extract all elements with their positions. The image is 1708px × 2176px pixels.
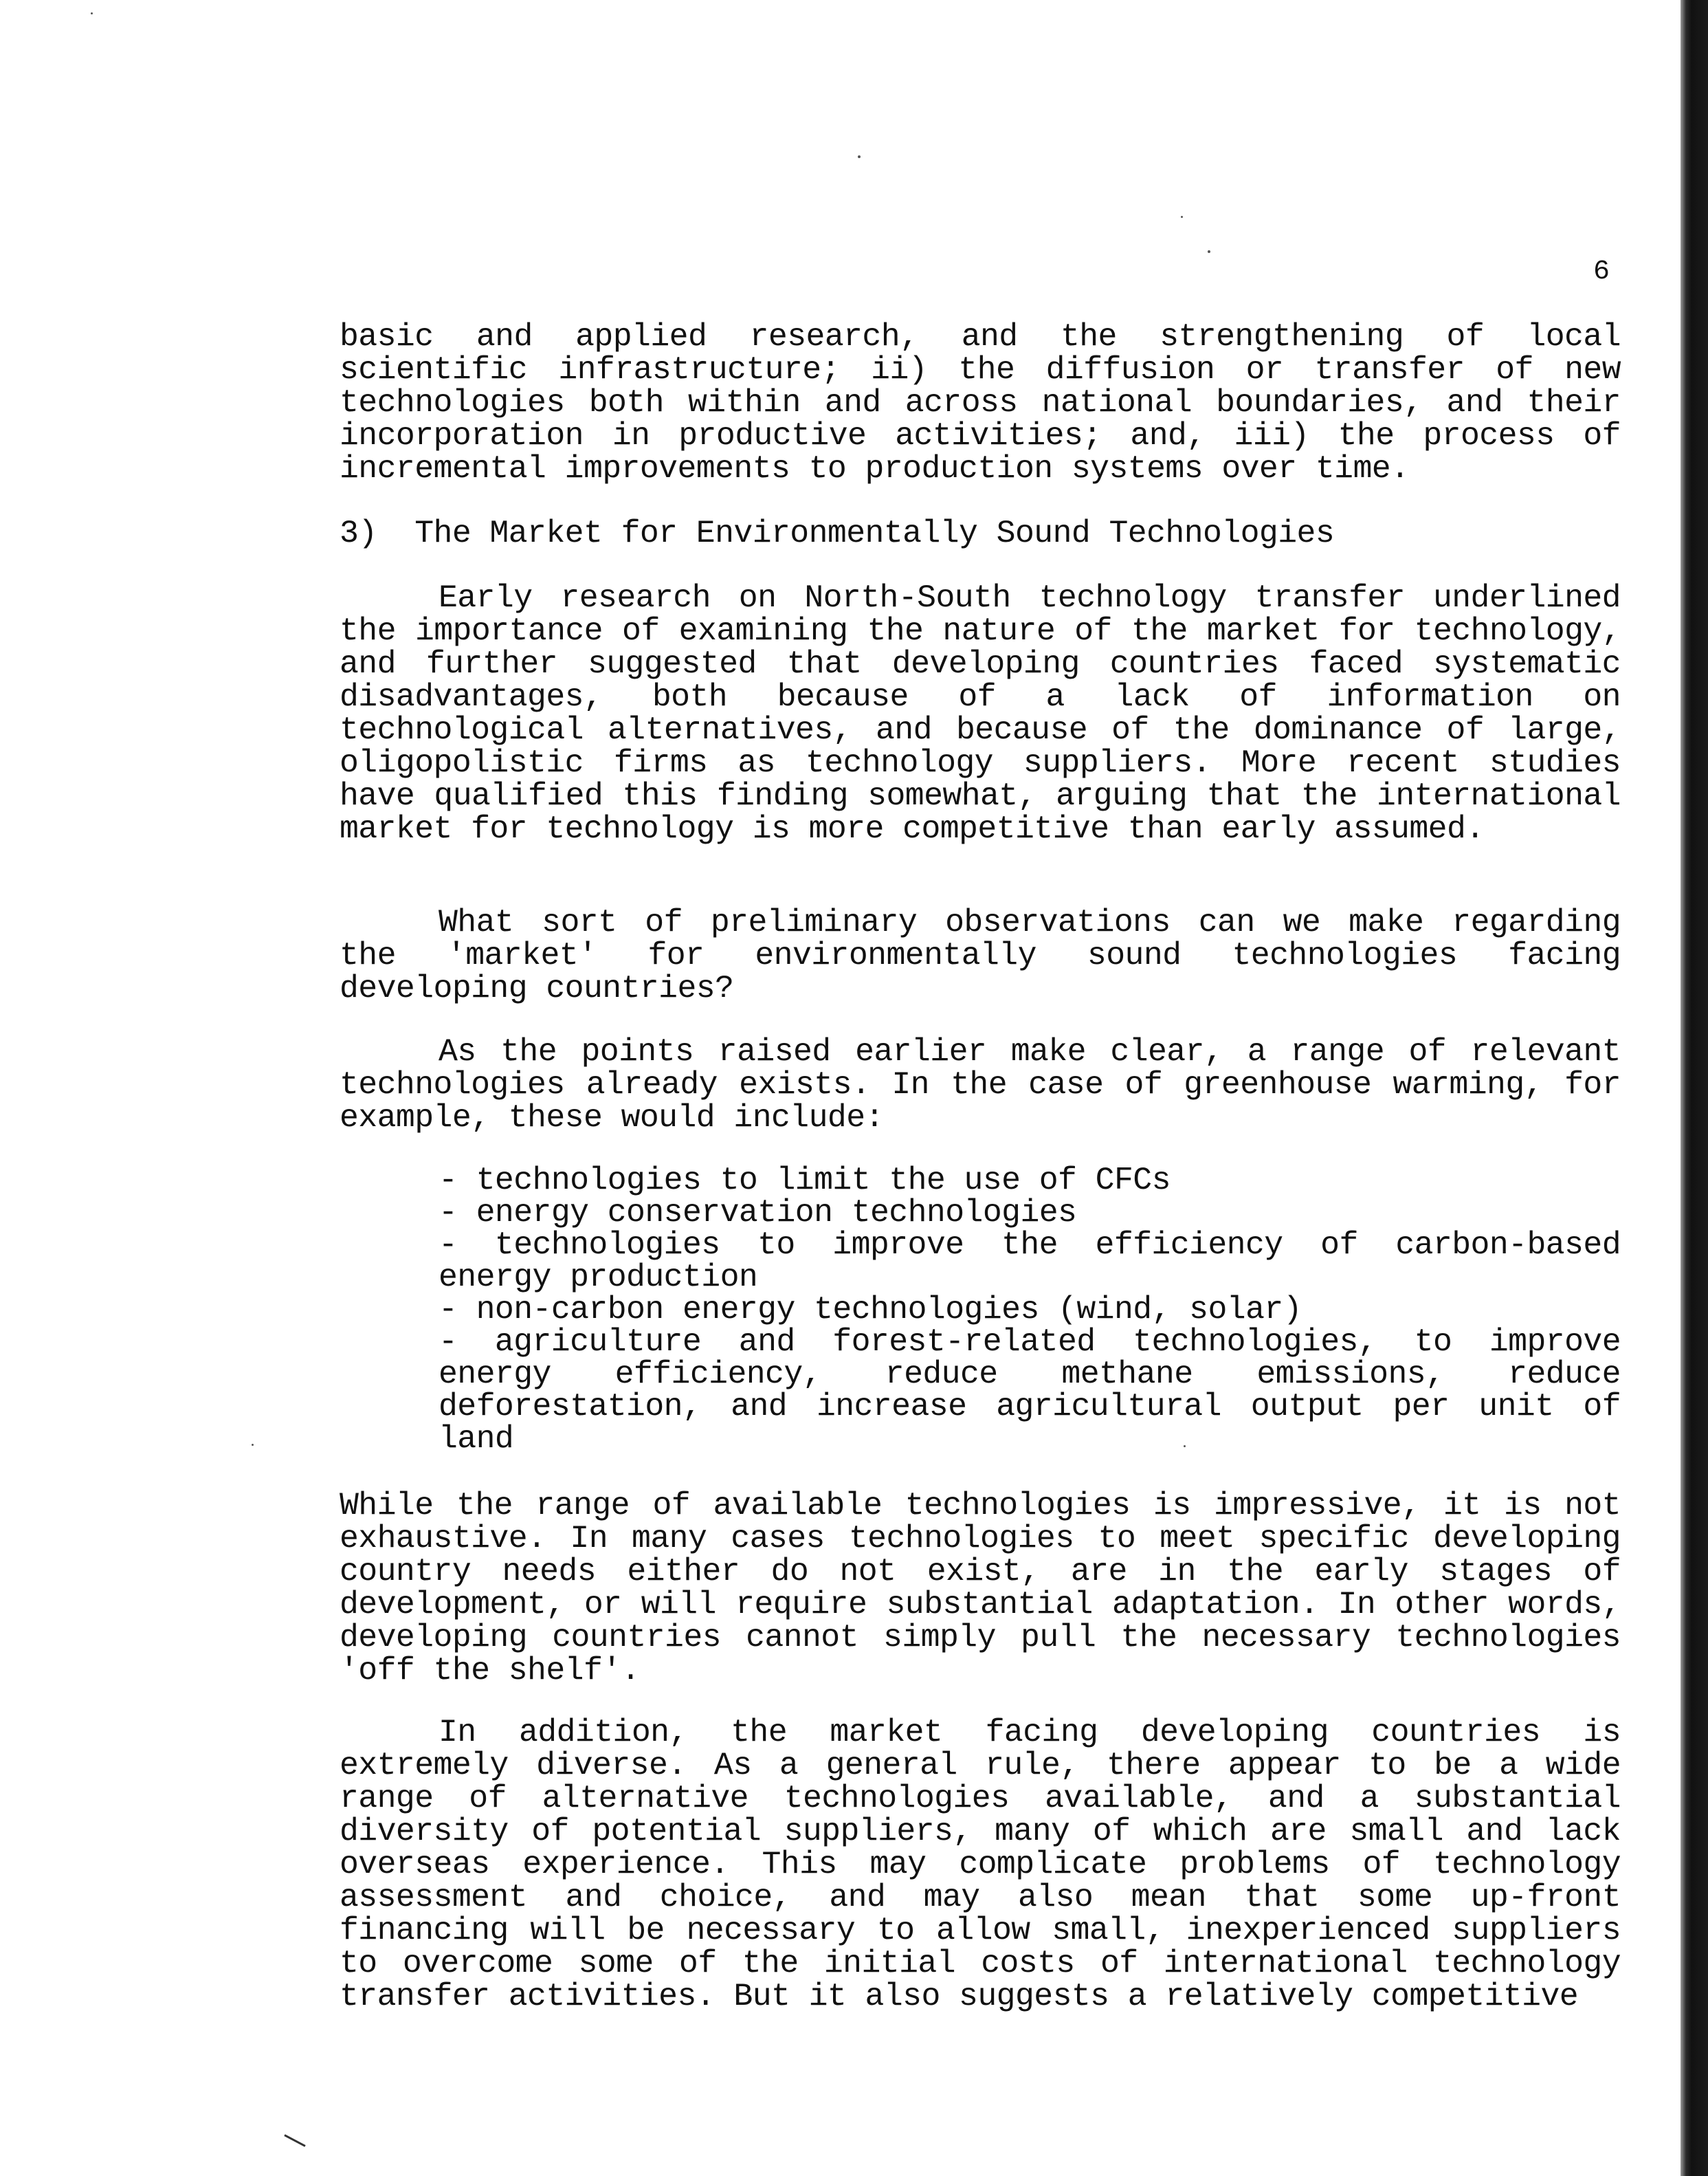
- list-item: - agriculture and forest-related technologies, to improve energy efficiency, reduce methane emissions, reduce deforestation, and increase agricultural output per unit of land: [439, 1323, 1621, 1457]
- scan-speck: [252, 1444, 254, 1446]
- scan-speck: [91, 12, 93, 14]
- scan-edge-shadow: [1681, 0, 1708, 2176]
- list-item: - technologies to improve the efficiency of carbon-based energy production: [439, 1227, 1621, 1295]
- paragraph-preliminary-observations: What sort of preliminary observations can we make regarding the 'market' for environmentally sound technologies facing developing countries?: [340, 904, 1621, 1007]
- paragraph-market-diverse: In addition, the market facing developing countries is extremely diverse. As a general rule, there appear to be a wide range of alternative technologies available, and a substantial diversity of potential suppliers, many of which are small and lack overseas experience. This may complicate problems of technology assessment and choice, and may also mean that some up-front financing will be necessary to allow small, inexperienced suppliers to overcome some of the initial costs of international technology transfer activities. But it also suggests a relatively competitive: [340, 1714, 1621, 2014]
- page-number: 6: [1593, 256, 1610, 287]
- paragraph-relevant-technologies: As the points raised earlier make clear, a range of relevant technologies already exists. In the case of greenhouse warming, for example, these would include:: [340, 1033, 1621, 1136]
- scan-speck: [858, 155, 861, 158]
- paragraph-research-continuation: basic and applied research, and the strengthening of local scientific infrastructure; ii) the diffusion or transfer of new technologies both within and across national boundaries, and their incorporation in productive activities; and, iii) the process of incremental improvements to production systems over time.: [340, 318, 1621, 487]
- list-item: - energy conservation technologies: [439, 1194, 1077, 1231]
- section-heading: 3) The Market for Environmentally Sound Technologies: [340, 515, 1335, 551]
- paragraph-range-not-exhaustive: While the range of available technologies is impressive, it is not exhaustive. In many cases technologies to meet specific developing country needs either do not exist, are in the early stages of development, or will require substantial adaptation. In other words, developing countries cannot simply pull the necessary technologies 'off the shelf'.: [340, 1487, 1621, 1689]
- scan-speck: [1181, 216, 1183, 218]
- scan-mark: [284, 2134, 305, 2147]
- list-item: - non-carbon energy technologies (wind, solar): [439, 1291, 1302, 1328]
- paragraph-early-research: Early research on North-South technology transfer underlined the importance of examining the nature of the market for technology, and further suggested that developing countries faced systematic disadvantages, both because of a lack of information on technological alternatives, and because of the dominance of large, oligopolistic firms as technology suppliers. More recent studies have qualified this finding somewhat, arguing that the international market for technology is more competitive than early assumed.: [340, 580, 1621, 847]
- list-item: - technologies to limit the use of CFCs: [439, 1162, 1171, 1198]
- technology-list: [439, 1164, 1621, 1455]
- scan-speck: [1208, 250, 1210, 253]
